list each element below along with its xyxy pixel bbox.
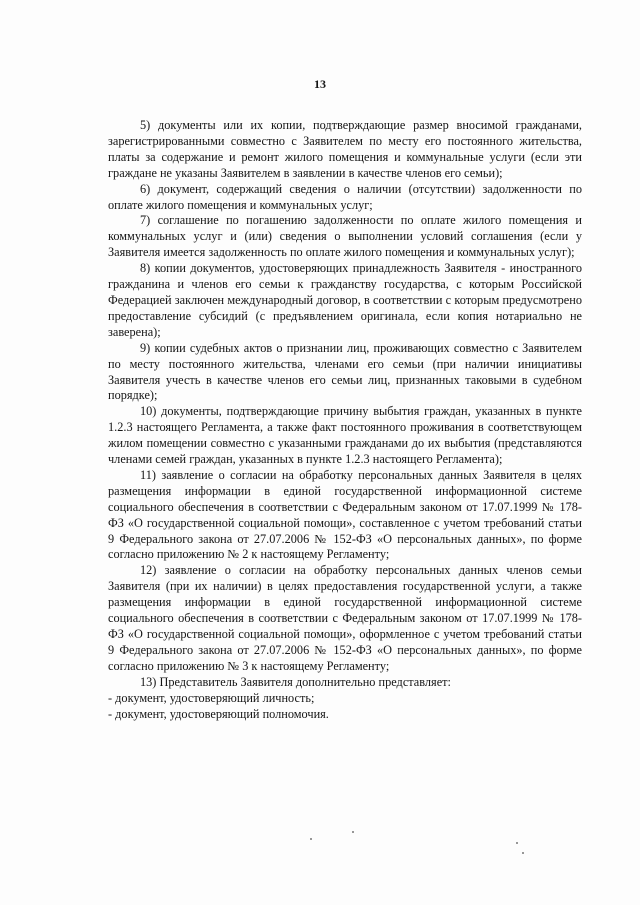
paragraph-8: 8) копии документов, удостоверяющих принадлежность Заявителя - иностранного гражданина и членов его семьи к гражданству государства, с которым Российской Федерацией заключен международный договор, в соответствии с которым предусмотрено предоставление субсидий (с предъявлением оригинала, если копия нотариально не заверена); xyxy=(108,261,582,339)
paragraph-9: 9) копии судебных актов о признании лиц, проживающих совместно с Заявителем по месту постоянного жительства, членами его семьи (при наличии инициативы Заявителя учесть в качестве членов его семьи лиц, признанных таковыми в судебном порядке); xyxy=(108,340,582,403)
paragraph-6: 6) документ, содержащий сведения о наличии (отсутствии) задолженности по оплате жилого помещения и коммунальных услуг; xyxy=(108,181,582,212)
list-item-authority-document: - документ, удостоверяющий полномочия. xyxy=(108,706,329,721)
scan-speck xyxy=(310,838,312,840)
paragraph-7: 7) соглашение по погашению задолженности по оплате жилого помещения и коммунальных услуг и (или) сведения о выполнении условий соглашения (если у Заявителя имеется задолженность по оплате жилого помещения и коммунальных услуг); xyxy=(108,213,582,260)
paragraph-10: 10) документы, подтверждающие причину выбытия граждан, указанных в пункте 1.2.3 настоящего Регламента, а также факт постоянного проживания в соответствующем жилом помещении совместно с указанными гражданами до их выбытия (представляются членами семей граждан, указанных в пункте 1.2.3 настоящего Регламента); xyxy=(108,404,582,467)
scan-speck xyxy=(516,842,518,844)
paragraph-5: 5) документы или их копии, подтверждающие размер вносимой гражданами, зарегистрированными совместно с Заявителем по месту его постоянного жительства, платы за содержание и ремонт жилого помещения и коммунальные услуги (если эти граждане не указаны Заявителем в заявлении в качестве членов его семьи); xyxy=(108,118,582,180)
list-item-identity-document: - документ, удостоверяющий личность; xyxy=(108,690,315,705)
scan-speck xyxy=(352,831,354,833)
paragraph-12: 12) заявление о согласии на обработку персональных данных членов семьи Заявителя (при их наличии) в целях предоставления государственной услуги, а также размещения информации в единой государственной информационной системе социального обеспечения в соответствии с Федеральным законом от 17.07.1999 № 178-ФЗ «О государственной социальной помощи», оформленное с учетом требований статьи 9 Федерального закона от 27.07.2006 № 152-ФЗ «О персональных данных», по форме согласно приложению № 3 к настоящему Регламенту; xyxy=(108,563,582,673)
scan-speck xyxy=(522,852,524,854)
page-body xyxy=(108,118,582,722)
page-number: 13 xyxy=(314,77,326,91)
paragraph-11: 11) заявление о согласии на обработку персональных данных Заявителя в целях размещения информации в единой государственной информационной системе социального обеспечения в соответствии с Федеральным законом от 17.07.1999 № 178-ФЗ «О государственной социальной помощи», составленное с учетом требований статьи 9 Федерального закона от 27.07.2006 № 152-ФЗ «О персональных данных», по форме согласно приложению № 2 к настоящему Регламенту; xyxy=(108,467,582,562)
paragraph-13: 13) Представитель Заявителя дополнительно представляет: xyxy=(140,674,451,689)
